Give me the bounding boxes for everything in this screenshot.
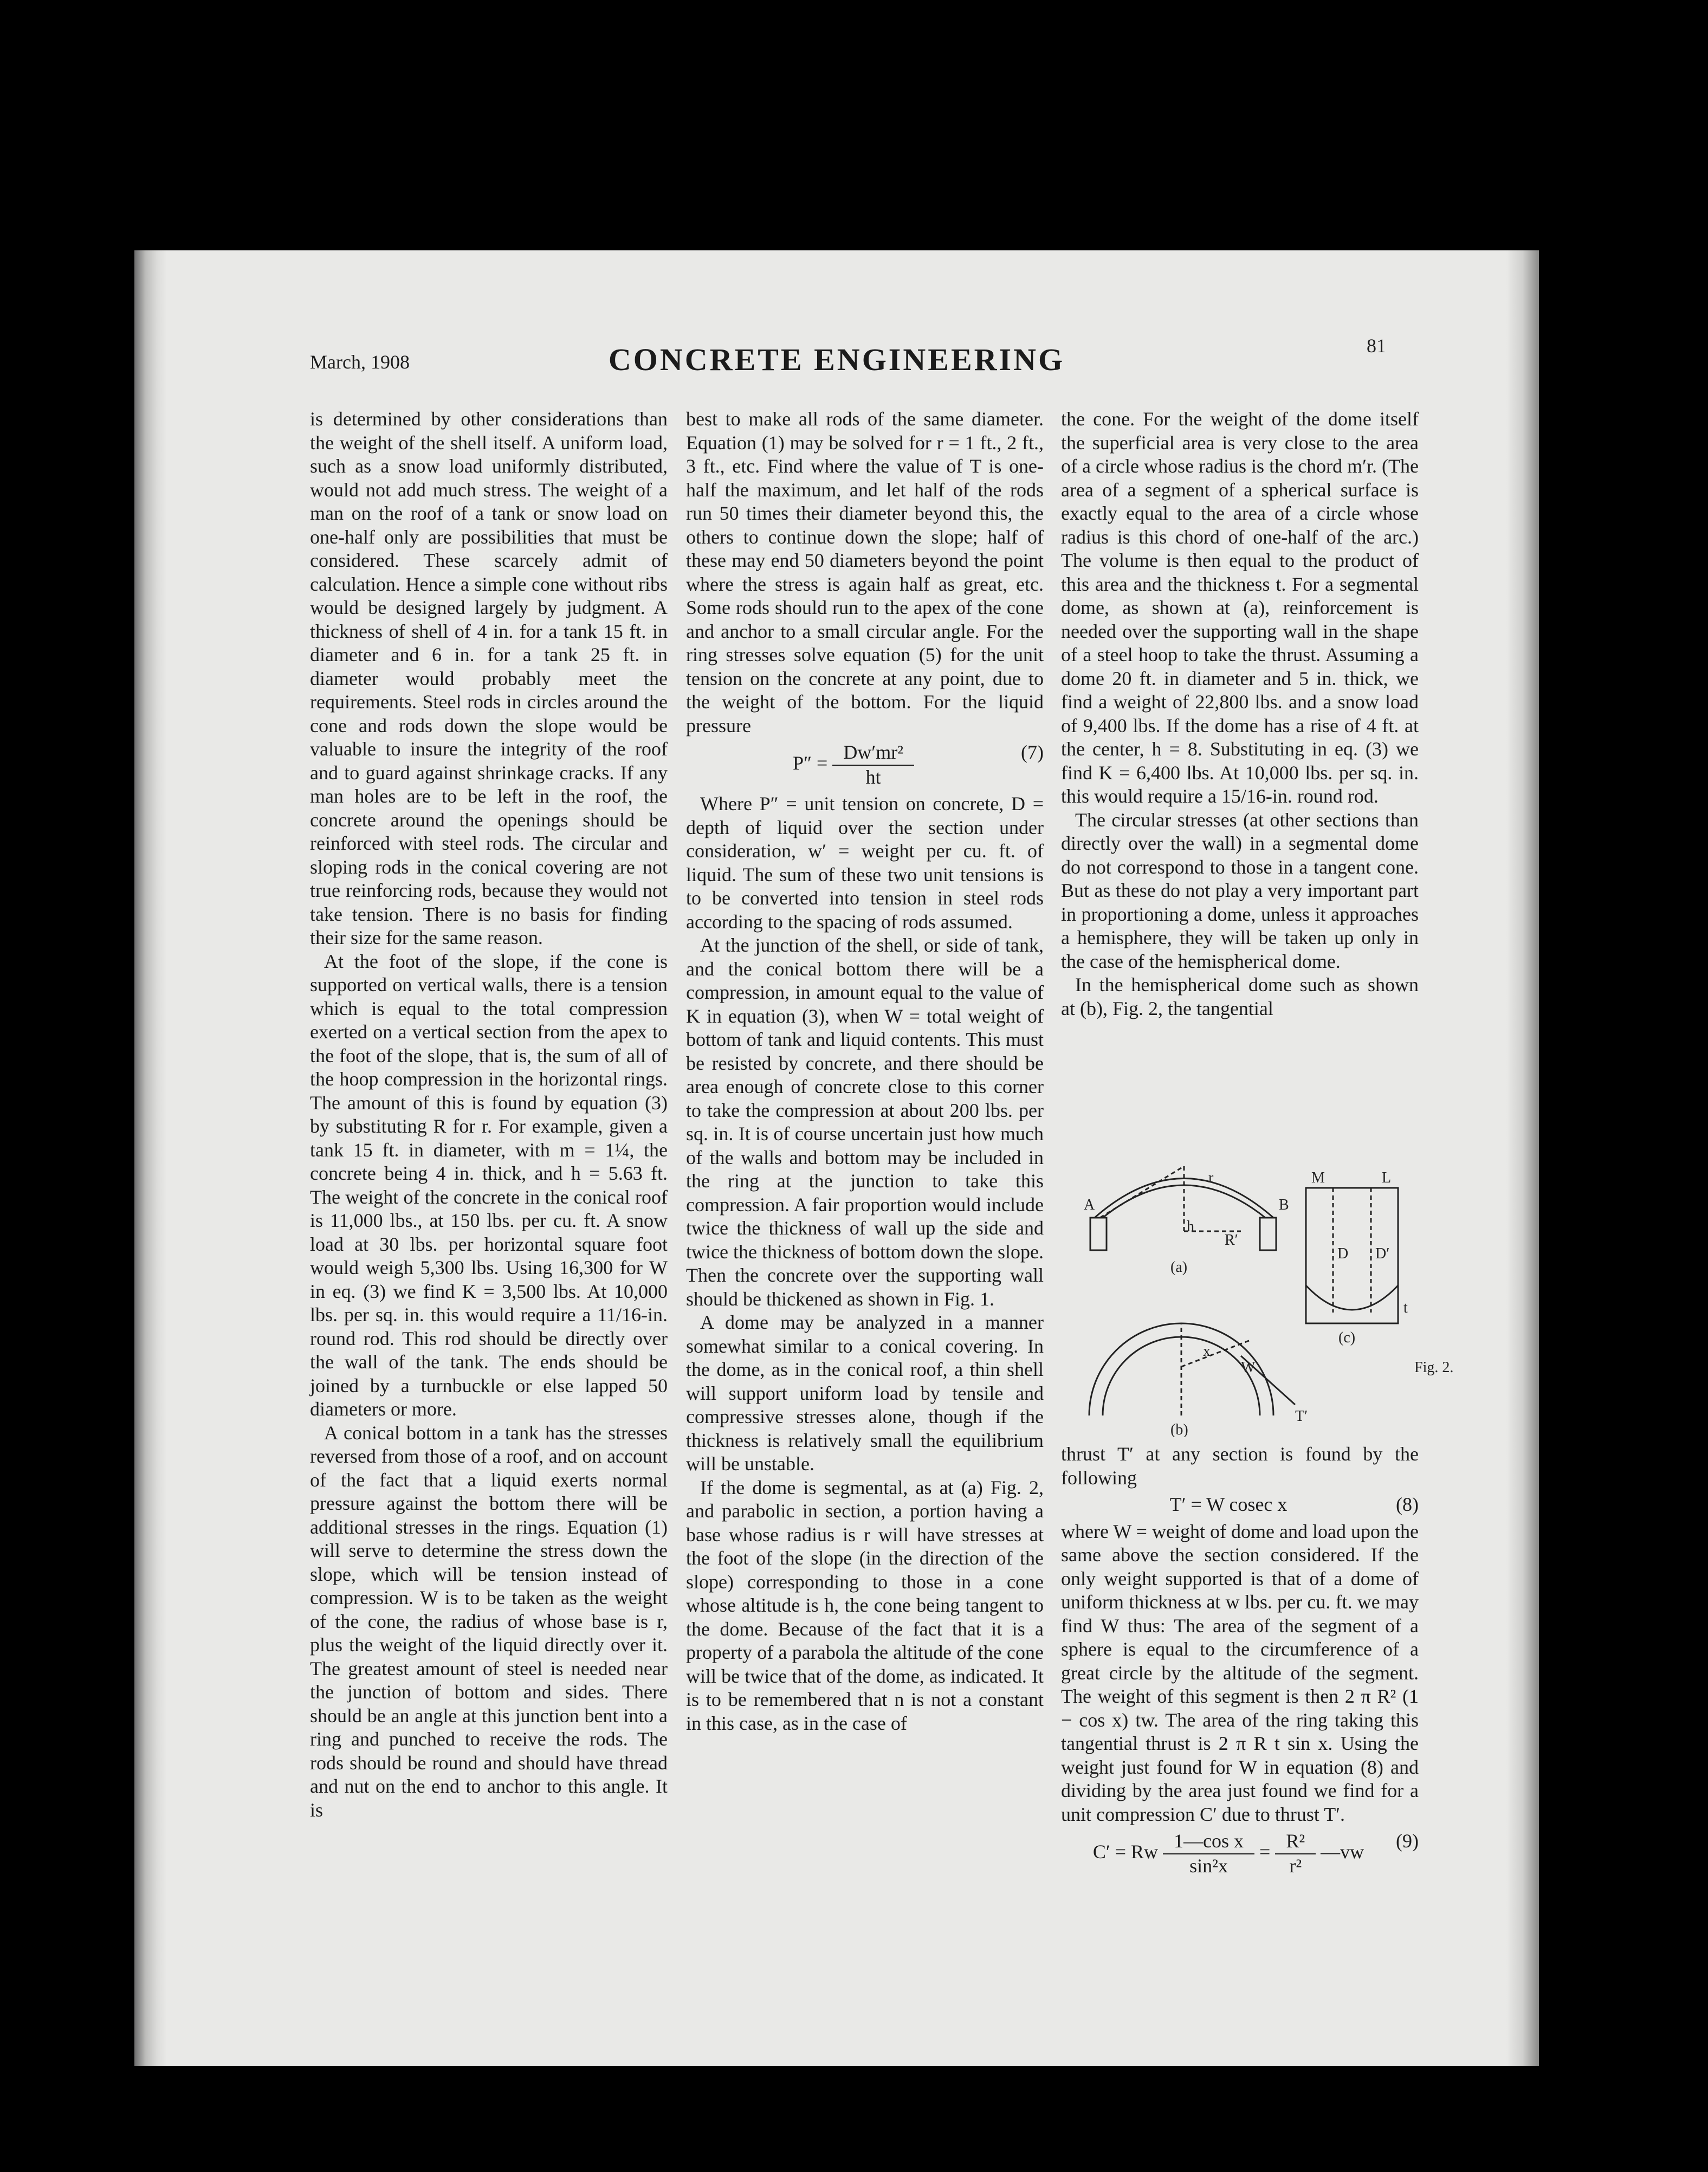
equation-equals: = [1259,1840,1271,1863]
column-3-continued [1061,1443,1419,1881]
fraction-denominator: ht [865,766,881,788]
column-3 [1061,408,1419,1020]
figure-letter: M [1311,1169,1325,1186]
equation-number: (9) [1396,1830,1419,1852]
figure-label-b: (b) [1170,1421,1188,1437]
figure-letter: D [1337,1245,1349,1262]
dome-diagram [1078,1150,1496,1437]
fraction-denominator: r² [1289,1854,1302,1877]
paragraph: A dome may be analyzed in a manner somewhat similar to a conical covering. In the dome, as in the conical roof, a thin shell will support uniform load by tensile and compressive stresses alone, though if the thickness is relatively small the equilibrium will be unstable. [686,1311,1044,1475]
equation-7 [686,741,1044,789]
paragraph: is determined by other considerations than the weight of the shell itself. A uniform load, such as a snow load uniformly distributed, would not add much stress. The weight of a man on the roof of a tank or snow load on one-half only are possibilities that must be considered. These scarcely admit of calculation. Hence a simple cone without ribs would be designed largely by judgment. A thickness of shell of 4 in. for a tank 15 ft. in diameter and 6 in. for a tank 25 ft. in diameter would probably meet the requirements. Steel rods in circles around the cone and rods down the slope would be valuable to insure the integrity of the roof and to guard against shrinkage cracks. If any man holes are to be left in the roof, the concrete around the openings should be reinforced with steel rods. The circular and sloping rods in the conical covering are not true reinforcing rods, because they would not take tension. There is no basis for finding their size for the same reason. [310,408,668,948]
equation-9 [1061,1830,1419,1878]
figure-letter: h [1187,1218,1194,1235]
figure-letter: A [1084,1197,1095,1213]
left-support-wall [1090,1218,1107,1250]
equation-lhs: C′ = Rw [1092,1840,1159,1863]
page-edge-shadow [1506,250,1539,2066]
paragraph: Where P″ = unit tension on concrete, D = depth of liquid over the section under consideration, w′ = weight per cu. ft. of liquid. The sum of these two unit tensions is to be converted into tension in steel rods according to the spacing of rods assumed. [686,793,1044,933]
equation-body: T′ = W cosec x [1169,1494,1288,1515]
page-number: 81 [1367,335,1386,357]
paragraph: best to make all rods of the same diameter. Equation (1) may be solved for r = 1 ft., 2 ft., 3 ft., etc. Find where the value of T is one-half the maximum, and let half of the rods run 50 times their diameter beyond this, the others to continue down the slope; half of these may end 50 diameters beyond the point where the stress is again half as great, etc. Some rods should run to the apex of the cone and anchor to a small circular angle. For the ring stresses solve equation (5) for the unit tension on the concrete at any point, due to the weight of the bottom. For the liquid pressure [686,408,1044,736]
page-spine-shadow [134,250,167,2066]
figure-letter: T′ [1295,1408,1308,1425]
journal-title: CONCRETE ENGINEERING [608,342,1065,377]
figure-letter: D′ [1375,1245,1390,1262]
equation-rhs: —vw [1321,1840,1364,1863]
figure-letter: B [1279,1197,1289,1213]
fraction [1163,1830,1254,1878]
column-1 [310,408,668,1822]
figure-letter: x [1203,1343,1211,1360]
figure-label-a: (a) [1170,1259,1188,1276]
paragraph: At the junction of the shell, or side of tank, and the conical bottom there will be a compression, in amount equal to the value of K in equation (3), when W = total weight of bottom of tank and liquid contents. This must be resisted by concrete, and there should be area enough of concrete close to this corner to take the compression at about 200 lbs. per sq. in. It is of course uncertain just how much of the walls and bottom may be included in the ring at the junction to take this compression. A fair proportion would include twice the thickness of wall up the side and twice the thickness of bottom down the slope. Then the concrete over the supporting wall should be thickened as shown in Fig. 1. [686,934,1044,1310]
paragraph: In the hemispherical dome such as shown at (b), Fig. 2, the tangential [1061,974,1419,1019]
fraction-denominator: sin²x [1189,1854,1228,1877]
fraction [832,741,914,789]
paragraph: where W = weight of dome and load upon the same above the section considered. If the only weight supported is that of a dome of uniform thickness at w lbs. per cu. ft. we may find W thus: The area of the segment of a sphere is equal to the circumference of a great circle by the altitude of the segment. The weight of this segment is then 2 π R² (1 − cos x) tw. The area of the ring taking this tangential thrust is 2 π R t sin x. Using the weight just found for W in equation (8) and dividing by the area just found we find for a unit compression C′ due to thrust T′. [1061,1520,1419,1825]
paragraph: A conical bottom in a tank has the stresses reversed from those of a roof, and on account of the fact that a liquid exerts normal pressure against the bottom there will be additional stresses in the rings. Equation (1) will serve to determine the stress down the slope, which will be tension instead of compression. W is to be taken as the weight of the cone, the radius of whose base is r, plus the weight of the liquid directly over it. The greatest amount of steel is needed near the junction of bottom and sides. There should be an angle at this junction bent into a ring and punched to receive the rods. The rods should be round and should have thread and nut on the end to anchor to this angle. It is [310,1421,668,1821]
paragraph: thrust T′ at any section is found by the following [1061,1443,1419,1489]
paragraph: If the dome is segmental, as at (a) Fig. 2, and parabolic in section, a portion having a base whose radius is r will have stresses at the foot of the slope (in the direction of the slope) corresponding to those in a cone whose altitude is h, the cone being tangent to the dome. Because of the fact that it is a property of a parabola the altitude of the cone will be twice that of the dome, as indicated. It is to be remembered that n is not a constant in this case, as in the case of [686,1476,1044,1734]
figure-letter: W [1241,1359,1256,1376]
tank-bottom [1306,1285,1398,1310]
column-2 [686,408,1044,1735]
figure-2 [1078,1150,1496,1437]
figure-label-c: (c) [1338,1329,1356,1346]
figure-caption: Fig. 2. [1414,1359,1454,1376]
equation-number: (8) [1396,1494,1419,1515]
fraction [1275,1830,1316,1878]
fraction-numerator: 1—cos x [1163,1830,1254,1854]
paragraph: The circular stresses (at other sections than directly over the wall) in a segmental dome do not correspond to those in a tangent cone. But as these do not play a very important part in proportioning a dome, unless it approaches a hemisphere, they will be taken up only in the case of the hemispherical dome. [1061,809,1419,972]
equation-number: (7) [1021,741,1044,763]
fraction-numerator: R² [1275,1830,1316,1854]
page [134,250,1539,2066]
equation-8 [1061,1493,1419,1517]
paragraph: At the foot of the slope, if the cone is supported on vertical walls, there is a tension which is equal to the total compression exerted on a vertical section from the apex to the foot of the slope, that is, the sum of all of the hoop compression in the horizontal rings. The amount of this is found by equation (3) by substituting R for r. For example, given a tank 15 ft. in diameter, with m = 1¼, the concrete being 4 in. thick, and h = 5.63 ft. The weight of the concrete in the conical roof is 11,000 lbs., at 150 lbs. per cu. ft. A snow load at 30 lbs. per horizontal square foot would weigh 5,300 lbs. Using 16,300 for W in eq. (3) we find K = 3,500 lbs. At 10,000 lbs. per sq. in. this would require a 11/16-in. round rod. This rod should be directly over the wall of the tank. The ends should be joined by a turnbuckle or else lapped 50 diameters or more. [310,950,668,1420]
figure-letter: t [1403,1300,1408,1316]
figure-letter: R′ [1225,1232,1238,1249]
issue-date: March, 1908 [310,351,410,373]
fraction-numerator: Dw′mr² [832,741,914,766]
figure-letter: L [1382,1169,1392,1186]
figure-letter: r [1208,1169,1214,1186]
right-support-wall [1260,1218,1276,1250]
paragraph: the cone. For the weight of the dome itself the superficial area is very close to the area of a circle whose radius is the chord m′r. (The area of a segment of a spherical surface is exactly equal to the area of a circle whose radius is this chord of one-half of the arc.) The volume is then equal to the product of this area and the thickness t. For a segmental dome, as shown at (a), reinforcement is needed over the supporting wall in the shape of a steel hoop to take the thrust. Assuming a dome 20 ft. in diameter and 5 in. thick, we find a weight of 22,800 lbs. and a snow load of 9,400 lbs. If the dome has a rise of 4 ft. at the center, h = 8. Substituting in eq. (3) we find K = 6,400 lbs. At 10,000 lbs. per sq. in. this would require a 15/16-in. round rod. [1061,408,1419,807]
equation-lhs: P″ = [793,752,828,774]
